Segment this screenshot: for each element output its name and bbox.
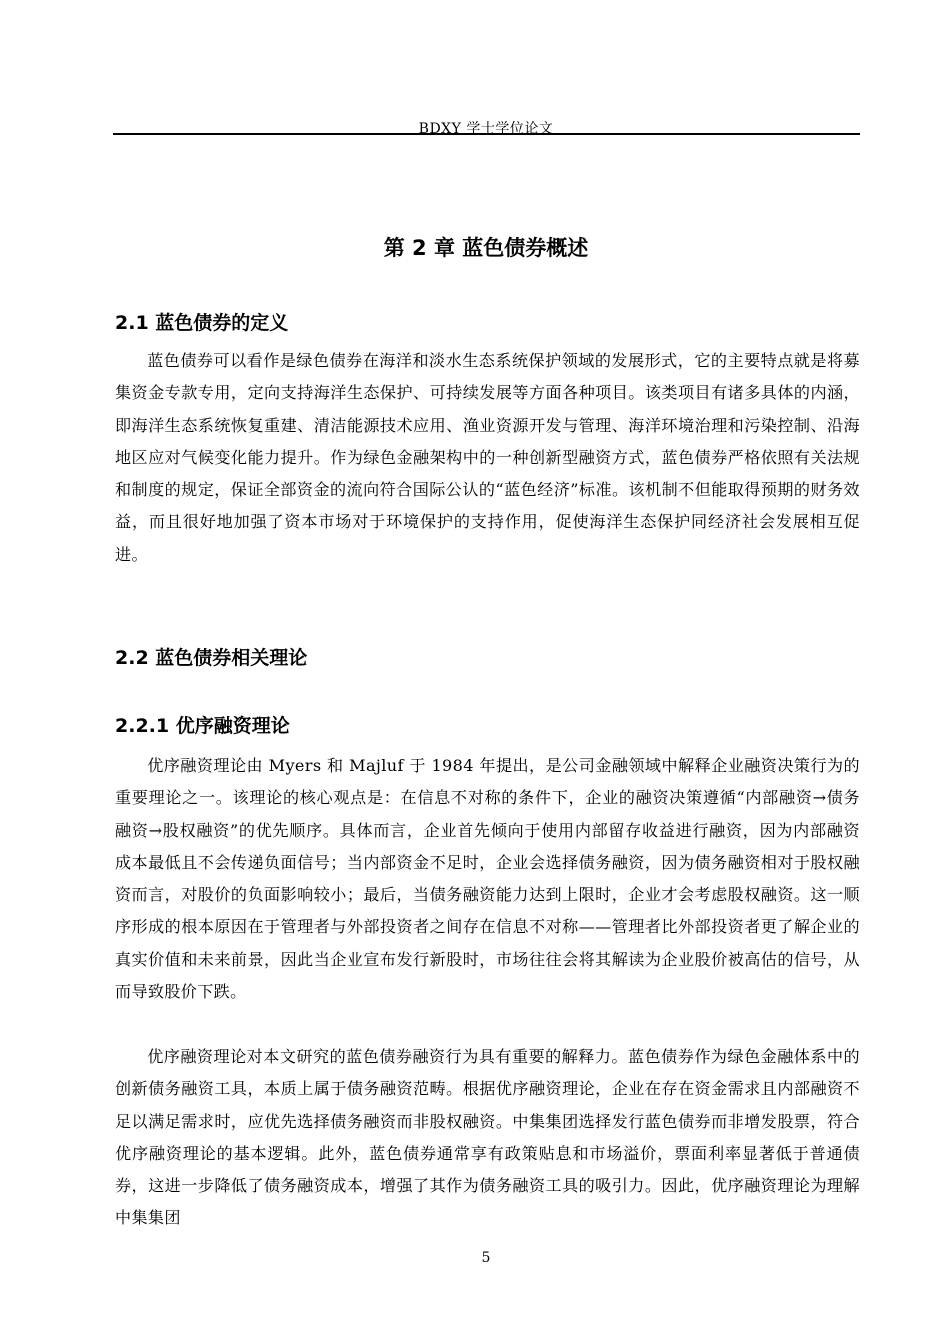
header-title: BDXY 学士学位论文 [418,121,554,137]
paragraph-pecking-order-theory: 优序融资理论由 Myers 和 Majluf 于 1984 年提出，是公司金融领域中解释企业融资决策行为的重要理论之一。该理论的核心观点是：在信息不对称的条件下，企业的融资决策遵循“内部融资→债务融资→股权融资”的优先顺序。具体而言，企业首先倾向于使用内部留存收益进行融资，因为内部融资成本最低且不会传递负面信号；当内部资金不足时，企业会选择债务融资，因为债务融资相对于股权融资而言，对股价的负面影响较小；最后，当债务融资能力达到上限时，企业才会考虑股权融资。这一顺序形成的根本原因在于管理者与外部投资者之间存在信息不对称——管理者比外部投资者更了解企业的真实价值和未来前景，因此当企业宣布发行新股时，市场往往会将其解读为企业股价被高估的信号，从而导致股价下跌。 [115,756,860,1002]
paragraph-pecking-order-application: 优序融资理论对本文研究的蓝色债券融资行为具有重要的解释力。蓝色债券作为绿色金融体系中的创新债务融资工具，本质上属于债务融资范畴。根据优序融资理论，企业在存在资金需求且内部融资不足以满足需求时，应优先选择债务融资而非股权融资。中集集团选择发行蓝色债券而非增发股票，符合优序融资理论的基本逻辑。此外，蓝色债券通常享有政策贴息和市场溢价，票面利率显著低于普通债券，这进一步降低了债务融资成本，增强了其作为债务融资工具的吸引力。因此，优序融资理论为理解中集集团 [115,1047,860,1228]
chapter-title: 第 2 章 蓝色债券概述 [383,236,589,260]
section-heading-2-2: 2.2 蓝色债券相关理论 [115,647,308,669]
subsection-heading-2-2-1: 2.2.1 优序融资理论 [115,715,290,737]
header-divider [113,133,860,135]
section-heading-2-1: 2.1 蓝色债券的定义 [115,312,289,334]
page-number: 5 [481,1250,491,1266]
paragraph-blue-bond-definition: 蓝色债券可以看作是绿色债券在海洋和淡水生态系统保护领域的发展形式，它的主要特点就是将募集资金专款专用，定向支持海洋生态保护、可持续发展等方面各种项目。该类项目有诸多具体的内涵，即海洋生态系统恢复重建、清洁能源技术应用、渔业资源开发与管理、海洋环境治理和污染控制、沿海地区应对气候变化能力提升。作为绿色金融架构中的一种创新型融资方式，蓝色债券严格依照有关法规和制度的规定，保证全部资金的流向符合国际公认的“蓝色经济”标准。该机制不但能取得预期的财务效益，而且很好地加强了资本市场对于环境保护的支持作用，促使海洋生态保护同经济社会发展相互促进。 [115,351,860,564]
